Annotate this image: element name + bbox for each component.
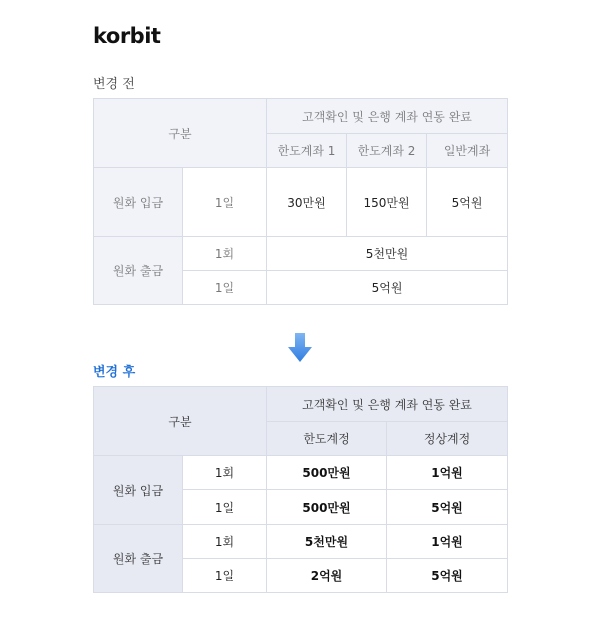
- value-cell: 5억원: [267, 271, 508, 305]
- value-cell: 500만원: [267, 456, 387, 490]
- value-cell: 1억원: [387, 456, 508, 490]
- withdraw-label: 원화 출금: [94, 237, 183, 305]
- period-cell: 1회: [183, 456, 267, 490]
- down-arrow-icon: [288, 333, 312, 363]
- withdraw-label: 원화 출금: [94, 525, 183, 593]
- column-header: 한도계정: [267, 422, 387, 456]
- value-cell: 5천만원: [267, 237, 508, 271]
- period-cell: 1일: [183, 168, 267, 237]
- korbit-logo: korbit: [93, 24, 161, 48]
- period-cell: 1일: [183, 271, 267, 305]
- table-header-row: [94, 99, 508, 134]
- before-section-title: 변경 전: [93, 77, 135, 92]
- table-row: [94, 456, 508, 490]
- category-header: 구분: [94, 387, 267, 456]
- column-header: 한도계좌 1: [267, 134, 347, 168]
- period-cell: 1일: [183, 490, 267, 525]
- period-cell: 1일: [183, 559, 267, 593]
- deposit-label: 원화 입금: [94, 168, 183, 237]
- period-cell: 1회: [183, 237, 267, 271]
- column-header: 한도계좌 2: [347, 134, 427, 168]
- table-row: [94, 525, 508, 559]
- verification-group-header: 고객확인 및 은행 계좌 연동 완료: [267, 99, 508, 134]
- value-cell: 150만원: [347, 168, 427, 237]
- verification-group-header: 고객확인 및 은행 계좌 연동 완료: [267, 387, 508, 422]
- column-header: 일반계좌: [427, 134, 508, 168]
- value-cell: 5억원: [427, 168, 508, 237]
- value-cell: 2억원: [267, 559, 387, 593]
- after-limits-table: [93, 386, 508, 593]
- column-header: 정상계정: [387, 422, 508, 456]
- table-row: [94, 237, 508, 271]
- period-cell: 1회: [183, 525, 267, 559]
- value-cell: 1억원: [387, 525, 508, 559]
- deposit-label: 원화 입금: [94, 456, 183, 525]
- value-cell: 5억원: [387, 559, 508, 593]
- value-cell: 30만원: [267, 168, 347, 237]
- value-cell: 500만원: [267, 490, 387, 525]
- before-limits-table: [93, 98, 508, 305]
- after-section-title: 변경 후: [93, 365, 136, 380]
- value-cell: 5천만원: [267, 525, 387, 559]
- value-cell: 5억원: [387, 490, 508, 525]
- category-header: 구분: [94, 99, 267, 168]
- table-row: [94, 168, 508, 237]
- table-header-row: [94, 387, 508, 422]
